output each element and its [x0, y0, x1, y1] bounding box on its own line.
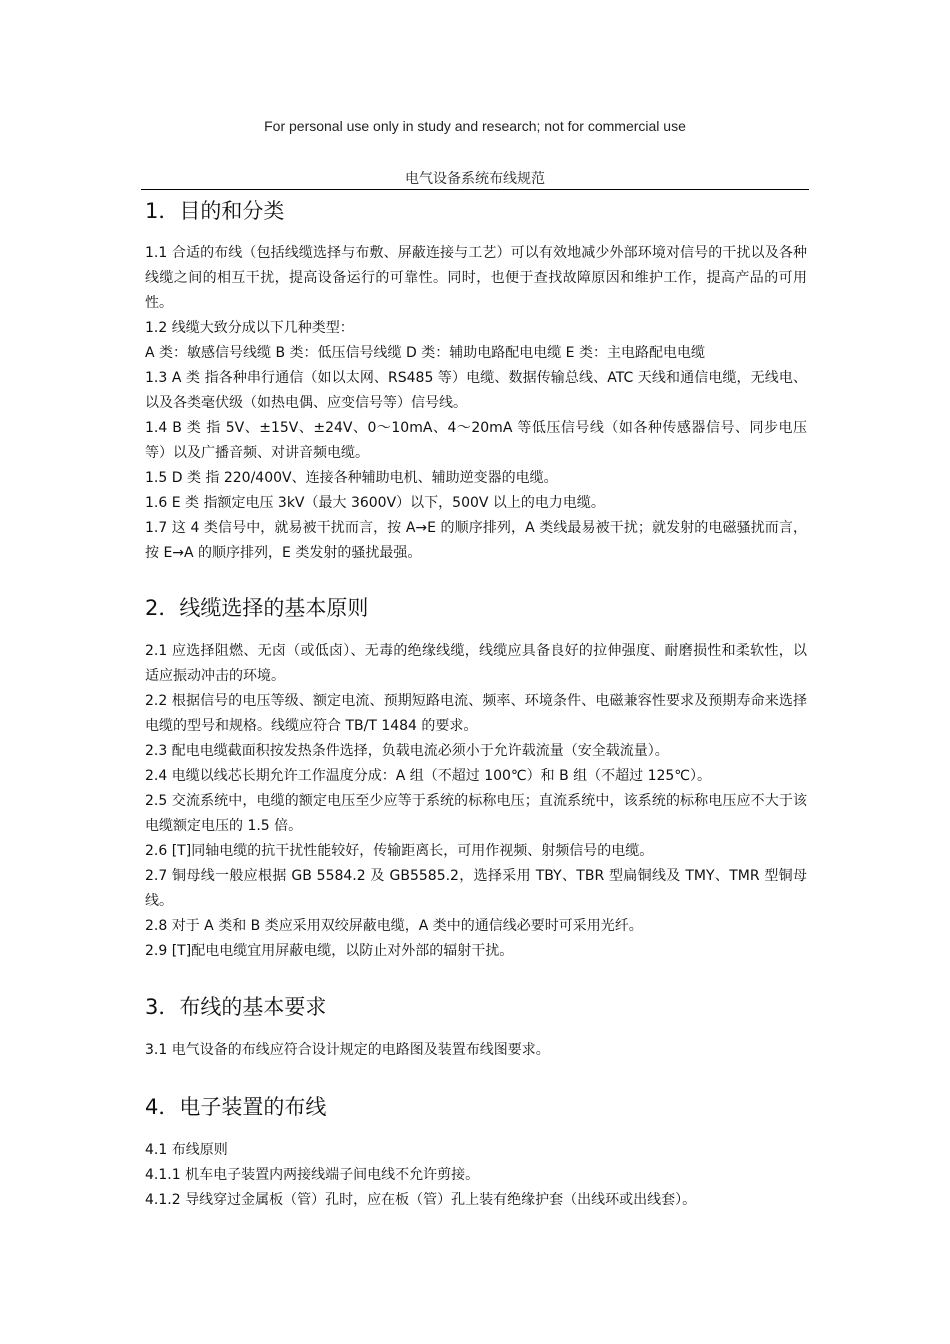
section-4-body: [145, 1138, 807, 1213]
paragraph-2-7: 2.7 铜母线一般应根据 GB 5584.2 及 GB5585.2，选择采用 TBY、TBR 型扁铜线及 TMY、TMR 型铜母线。: [145, 868, 807, 909]
paragraph-1-4: 1.4 B 类 指 5V、±15V、±24V、0～10mA、4～20mA 等低压信号线（如各种传感器信号、同步电压等）以及广播音频、对讲音频电缆。: [145, 420, 807, 461]
usage-notice: For personal use only in study and research; not for commercial use: [264, 118, 686, 134]
paragraph-1-6: 1.6 E 类 指额定电压 3kV（最大 3600V）以下，500V 以上的电力电缆。: [145, 495, 605, 511]
section-1-body: [145, 241, 807, 566]
paragraph-1-5: 1.5 D 类 指 220/400V、连接各种辅助电机、辅助逆变器的电缆。: [145, 470, 558, 486]
section-3-body: [145, 1038, 807, 1063]
section-4-heading: 4．电子装置的布线: [145, 1095, 327, 1119]
paragraph-2-1: 2.1 应选择阻燃、无卤（或低卤）、无毒的绝缘线缆，线缆应具备良好的拉伸强度、耐磨损性和柔软性，以适应振动冲击的环境。: [145, 643, 807, 684]
paragraph-4-1-2: 4.1.2 导线穿过金属板（管）孔时，应在板（管）孔上装有绝缘护套（出线环或出线套）。: [145, 1192, 697, 1208]
title-rule: [141, 189, 809, 190]
section-2-body: [145, 639, 807, 964]
paragraph-2-8: 2.8 对于 A 类和 B 类应采用双绞屏蔽电缆，A 类中的通信线必要时可采用光纤。: [145, 918, 643, 934]
section-1-heading: 1．目的和分类: [145, 199, 285, 223]
paragraph-2-3: 2.3 配电电缆截面积按发热条件选择，负载电流必须小于允许载流量（安全载流量）。: [145, 743, 669, 759]
paragraph-1-7: 1.7 这 4 类信号中，就易被干扰而言，按 A→E 的顺序排列，A 类线最易被干扰；就发射的电磁骚扰而言，按 E→A 的顺序排列，E 类发射的骚扰最强。: [145, 520, 807, 561]
paragraph-3-1: 3.1 电气设备的布线应符合设计规定的电路图及装置布线图要求。: [145, 1042, 550, 1058]
paragraph-4-1-1: 4.1.1 机车电子装置内两接线端子间电线不允许剪接。: [145, 1167, 480, 1183]
section-2-heading: 2．线缆选择的基本原则: [145, 596, 369, 620]
paragraph-1-2: 1.2 线缆大致分成以下几种类型：: [145, 320, 354, 336]
paragraph-1-2-types: A 类：敏感信号线缆 B 类：低压信号线缆 D 类：辅助电路配电电缆 E 类：主电路配电电缆: [145, 345, 705, 361]
paragraph-2-6: 2.6 [T]同轴电缆的抗干扰性能较好，传输距离长，可用作视频、射频信号的电缆。: [145, 843, 654, 859]
document-title: 电气设备系统布线规范: [405, 171, 545, 187]
section-3-heading: 3．布线的基本要求: [145, 995, 327, 1019]
paragraph-2-2: 2.2 根据信号的电压等级、额定电流、预期短路电流、频率、环境条件、电磁兼容性要求及预期寿命来选择电缆的型号和规格。线缆应符合 TB/T 1484 的要求。: [145, 693, 807, 734]
paragraph-2-4: 2.4 电缆以线芯长期允许工作温度分成：A 组（不超过 100℃）和 B 组（不超过 125℃）。: [145, 768, 712, 784]
paragraph-1-1: 1.1 合适的布线（包括线缆选择与布敷、屏蔽连接与工艺）可以有效地减少外部环境对信号的干扰以及各种线缆之间的相互干扰，提高设备运行的可靠性。同时，也便于查找故障原因和维护工作，提高产品的可用性。: [145, 245, 807, 311]
paragraph-4-1: 4.1 布线原则: [145, 1142, 228, 1158]
paragraph-1-3: 1.3 A 类 指各种串行通信（如以太网、RS485 等）电缆、数据传输总线、ATC 天线和通信电缆，无线电、以及各类毫伏级（如热电偶、应变信号等）信号线。: [145, 370, 807, 411]
paragraph-2-5: 2.5 交流系统中，电缆的额定电压至少应等于系统的标称电压；直流系统中，该系统的标称电压应不大于该电缆额定电压的 1.5 倍。: [145, 793, 807, 834]
paragraph-2-9: 2.9 [T]配电电缆宜用屏蔽电缆，以防止对外部的辐射干扰。: [145, 943, 514, 959]
